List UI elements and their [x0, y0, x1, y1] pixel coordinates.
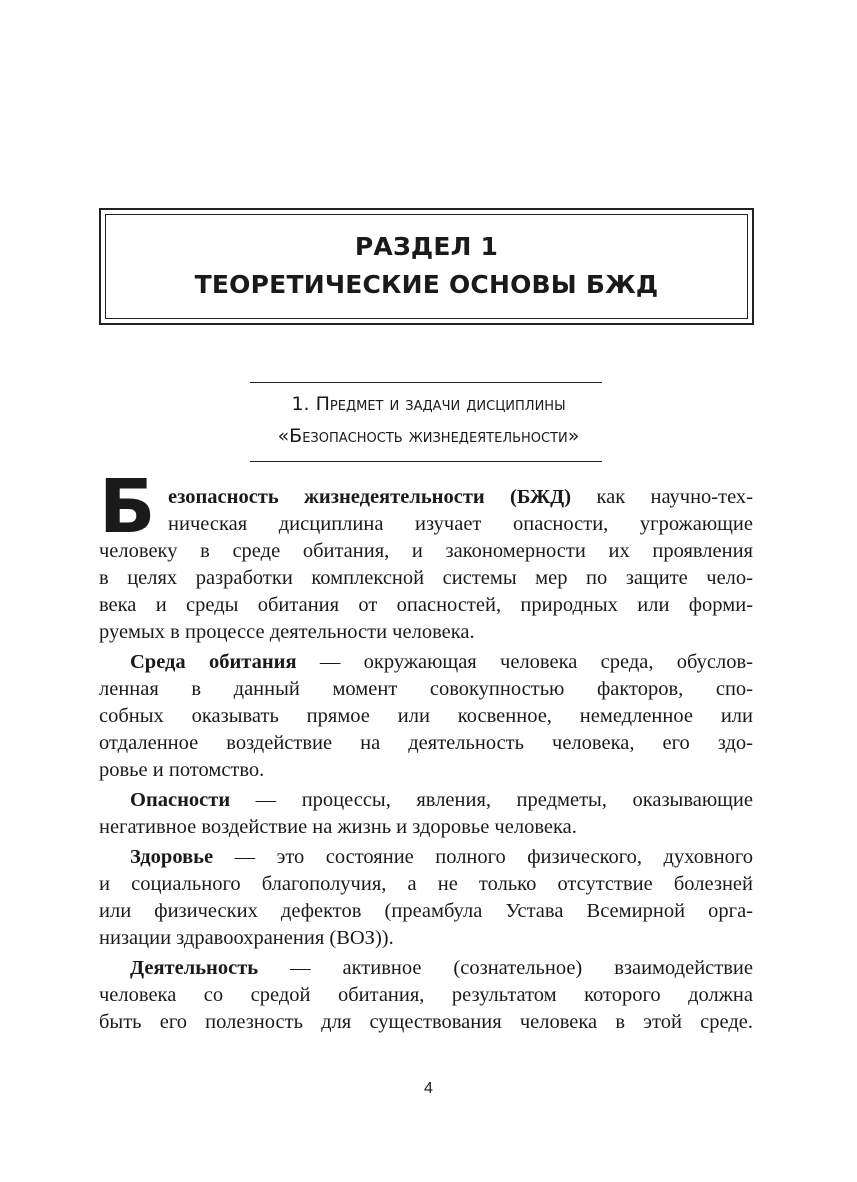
- activity-line1: [130, 955, 753, 982]
- habitat-line1-rest: — окружающая человека среда, обуслов-: [296, 651, 754, 673]
- chapter-rule-bottom: [250, 461, 602, 462]
- section-title-line2: ТЕОРЕТИЧЕСКИЕ ОСНОВЫ БЖД: [194, 270, 659, 299]
- health-line2: и социального благополучия, а не только отсутствие болезней: [99, 873, 753, 895]
- intro-line2: ническая дисциплина изучает опасности, угрожающие: [168, 513, 753, 535]
- chapter-title-line1: 1. Предмет и задачи дисциплины: [291, 393, 566, 415]
- intro-line5: века и среды обитания от опасностей, природных или форми-: [99, 594, 753, 616]
- section-title-line1: РАЗДЕЛ 1: [354, 232, 499, 261]
- intro-line6: руемых в процессе деятельности человека.: [99, 621, 475, 643]
- intro-line1-rest: как научно-тех-: [571, 486, 753, 508]
- activity-line3: быть его полезность для существования человека в этой среде.: [99, 1011, 753, 1033]
- drop-cap: Б: [99, 464, 156, 550]
- activity-term: Деятельность: [130, 957, 259, 979]
- chapter-rule-top: [250, 382, 602, 383]
- intro-line3: человеку в среде обитания, и закономерности их проявления: [99, 540, 753, 562]
- habitat-line1: [130, 649, 753, 676]
- hazards-line1-rest: — процессы, явления, предметы, оказывающие: [230, 789, 753, 811]
- habitat-line5: ровье и потомство.: [99, 759, 265, 781]
- hazards-line1: [130, 787, 753, 814]
- activity-line2: человека со средой обитания, результатом которого должна: [99, 984, 753, 1006]
- section-heading-box: [99, 208, 754, 325]
- hazards-term: Опасности: [130, 789, 231, 811]
- intro-line4: в целях разработки комплексной системы мер по защите чело-: [99, 567, 753, 589]
- activity-line1-rest: — активное (сознательное) взаимодействие: [258, 957, 753, 979]
- health-line1: [130, 844, 753, 871]
- habitat-line3: собных оказывать прямое или косвенное, немедленное или: [99, 705, 753, 727]
- chapter-title-line2: «Безопасность жизнедеятельности»: [277, 425, 580, 447]
- health-term: Здоровье: [130, 846, 214, 868]
- health-line3: или физических дефектов (преамбула Устава Всемирной орга-: [99, 900, 753, 922]
- habitat-line2: ленная в данный момент совокупностью факторов, спо-: [99, 678, 753, 700]
- intro-line1: [168, 484, 753, 511]
- habitat-line4: отдаленное воздействие на деятельность человека, его здо-: [99, 732, 753, 754]
- habitat-term: Среда обитания: [130, 651, 297, 673]
- health-line1-rest: — это состояние полного физического, духовного: [213, 846, 753, 868]
- health-line4: низации здравоохранения (ВОЗ)).: [99, 927, 394, 949]
- page-number: 4: [424, 1080, 433, 1097]
- section-heading-inner-border: [105, 214, 748, 319]
- intro-term: езопасность жизнедеятельности (БЖД): [168, 486, 572, 508]
- hazards-line2: негативное воздействие на жизнь и здоровье человека.: [99, 816, 577, 838]
